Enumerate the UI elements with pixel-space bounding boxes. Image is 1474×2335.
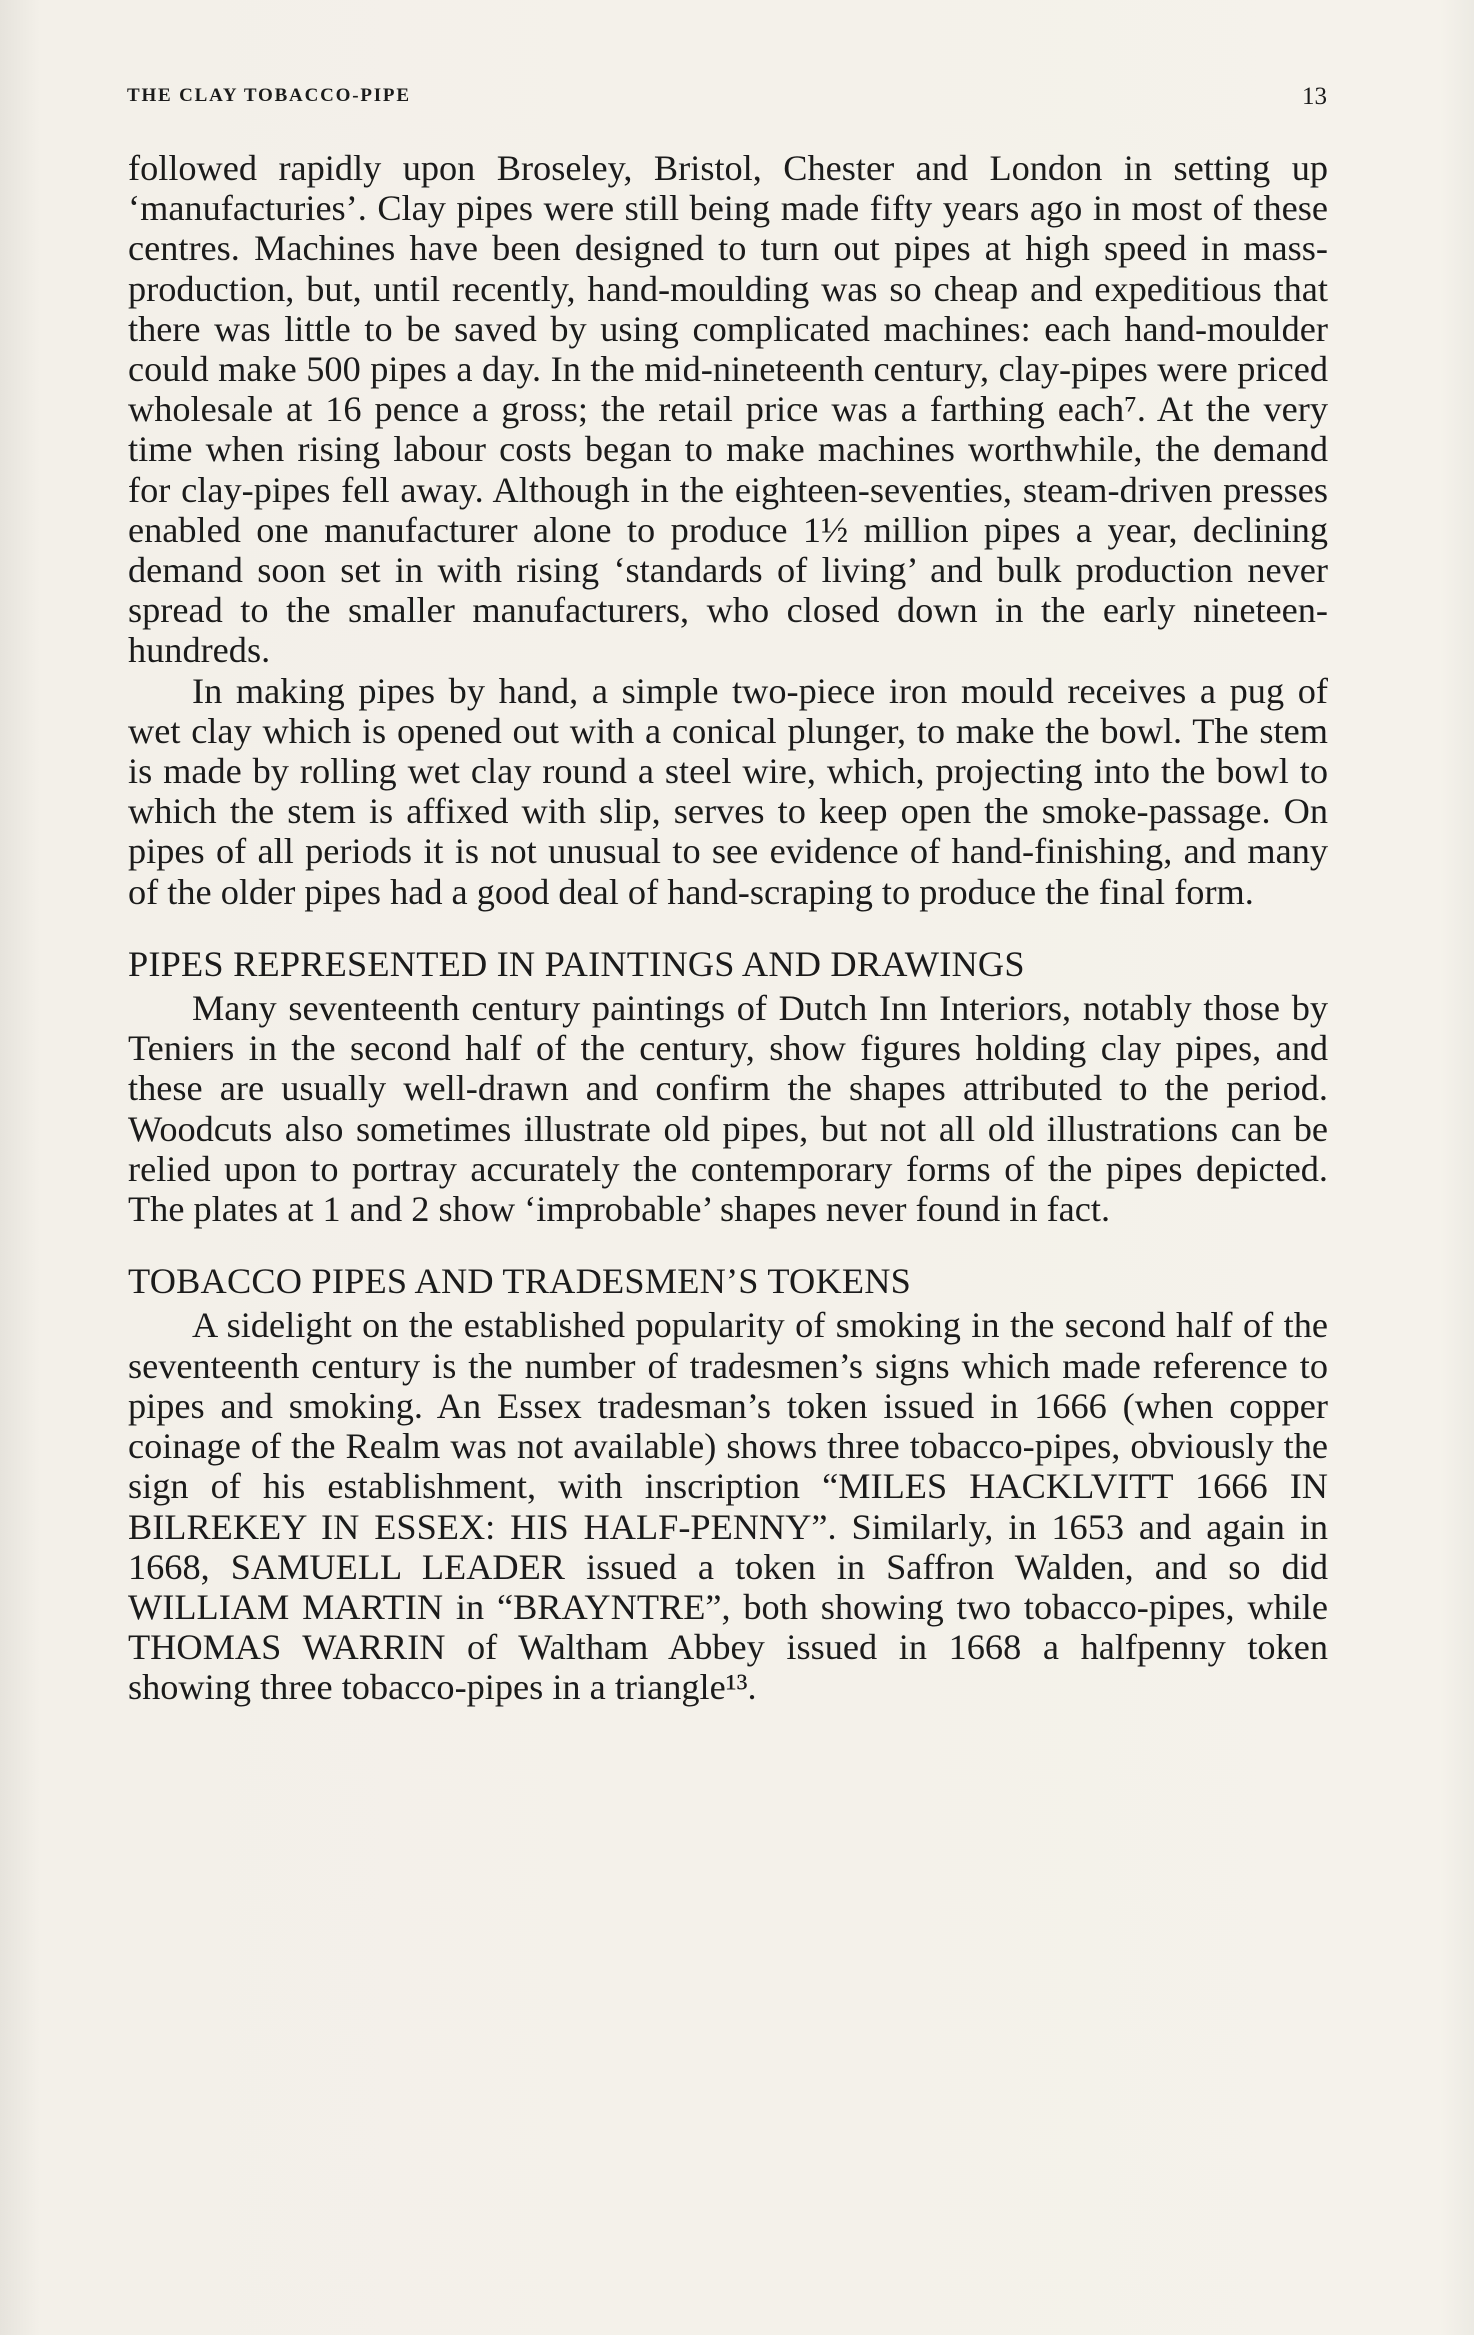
running-head (127, 85, 1327, 125)
page-number: 13 (1302, 83, 1327, 110)
running-title: THE CLAY TOBACCO-PIPE (127, 85, 411, 106)
section-heading-tokens: TOBACCO PIPES AND TRADESMEN’S TOKENS (128, 1261, 912, 1302)
paragraph-paintings: Many seventeenth century paintings of Dutch Inn Interiors, notably those by Teniers in the second half of the century, show figures holding clay pipes, and these are usually well-drawn and confirm the shapes attributed to the period. Woodcuts also sometimes illustrate old pipes, but not all old illustrations can be relied upon to portray accurately the contemporary forms of the pipes depicted. The plates at 1 and 2 show ‘improbable’ shapes never found in fact. (128, 988, 1328, 1230)
paragraph-hand-making: In making pipes by hand, a simple two-piece iron mould receives a pug of wet clay which is opened out with a conical plunger, to make the bowl. The stem is made by rolling wet clay round a steel wire, which, projecting into the bowl to which the stem is affixed with slip, serves to keep open the smoke-passage. On pipes of all periods it is not unusual to see evidence of hand-finishing, and many of the older pipes had a good deal of hand-scraping to produce the final form. (128, 670, 1328, 912)
body-text (128, 148, 1328, 1708)
section-heading-paintings: PIPES REPRESENTED IN PAINTINGS AND DRAWINGS (128, 943, 1025, 984)
paragraph-tokens: A sidelight on the established popularity of smoking in the second half of the seventeenth century is the number of tradesmen’s signs which made reference to pipes and smoking. An Essex tradesman’s token issued in 1666 (when copper coinage of the Realm was not available) shows three tobacco-pipes, obviously the sign of his establishment, with inscription “MILES HACKLVITT 1666 IN BILREKEY IN ESSEX: HIS HALF-PENNY”. Similarly, in 1653 and again in 1668, SAMUELL LEADER issued a token in Saffron Walden, and so did WILLIAM MARTIN in “BRAYNTRE”, both showing two tobacco-pipes, while THOMAS WARRIN of Waltham Abbey issued in 1668 a halfpenny token showing three tobacco-pipes in a triangle¹³. (128, 1305, 1328, 1708)
paragraph-manufactories: followed rapidly upon Broseley, Bristol, Chester and London in setting up ‘manufacturies’. Clay pipes were still being made fifty years ago in most of these centres. Machines have been designed to turn out pipes at high speed in mass-production, but, until recently, hand-moulding was so cheap and expeditious that there was little to be saved by using complicated machines: each hand-moulder could make 500 pipes a day. In the mid-nineteenth century, clay-pipes were priced wholesale at 16 pence a gross; the retail price was a farthing each⁷. At the very time when rising labour costs began to make machines worthwhile, the demand for clay-pipes fell away. Although in the eighteen-seventies, steam-driven presses enabled one manufacturer alone to produce 1½ million pipes a year, declining demand soon set in with rising ‘standards of living’ and bulk production never spread to the smaller manufacturers, who closed down in the early nineteen-hundreds. (128, 148, 1328, 671)
